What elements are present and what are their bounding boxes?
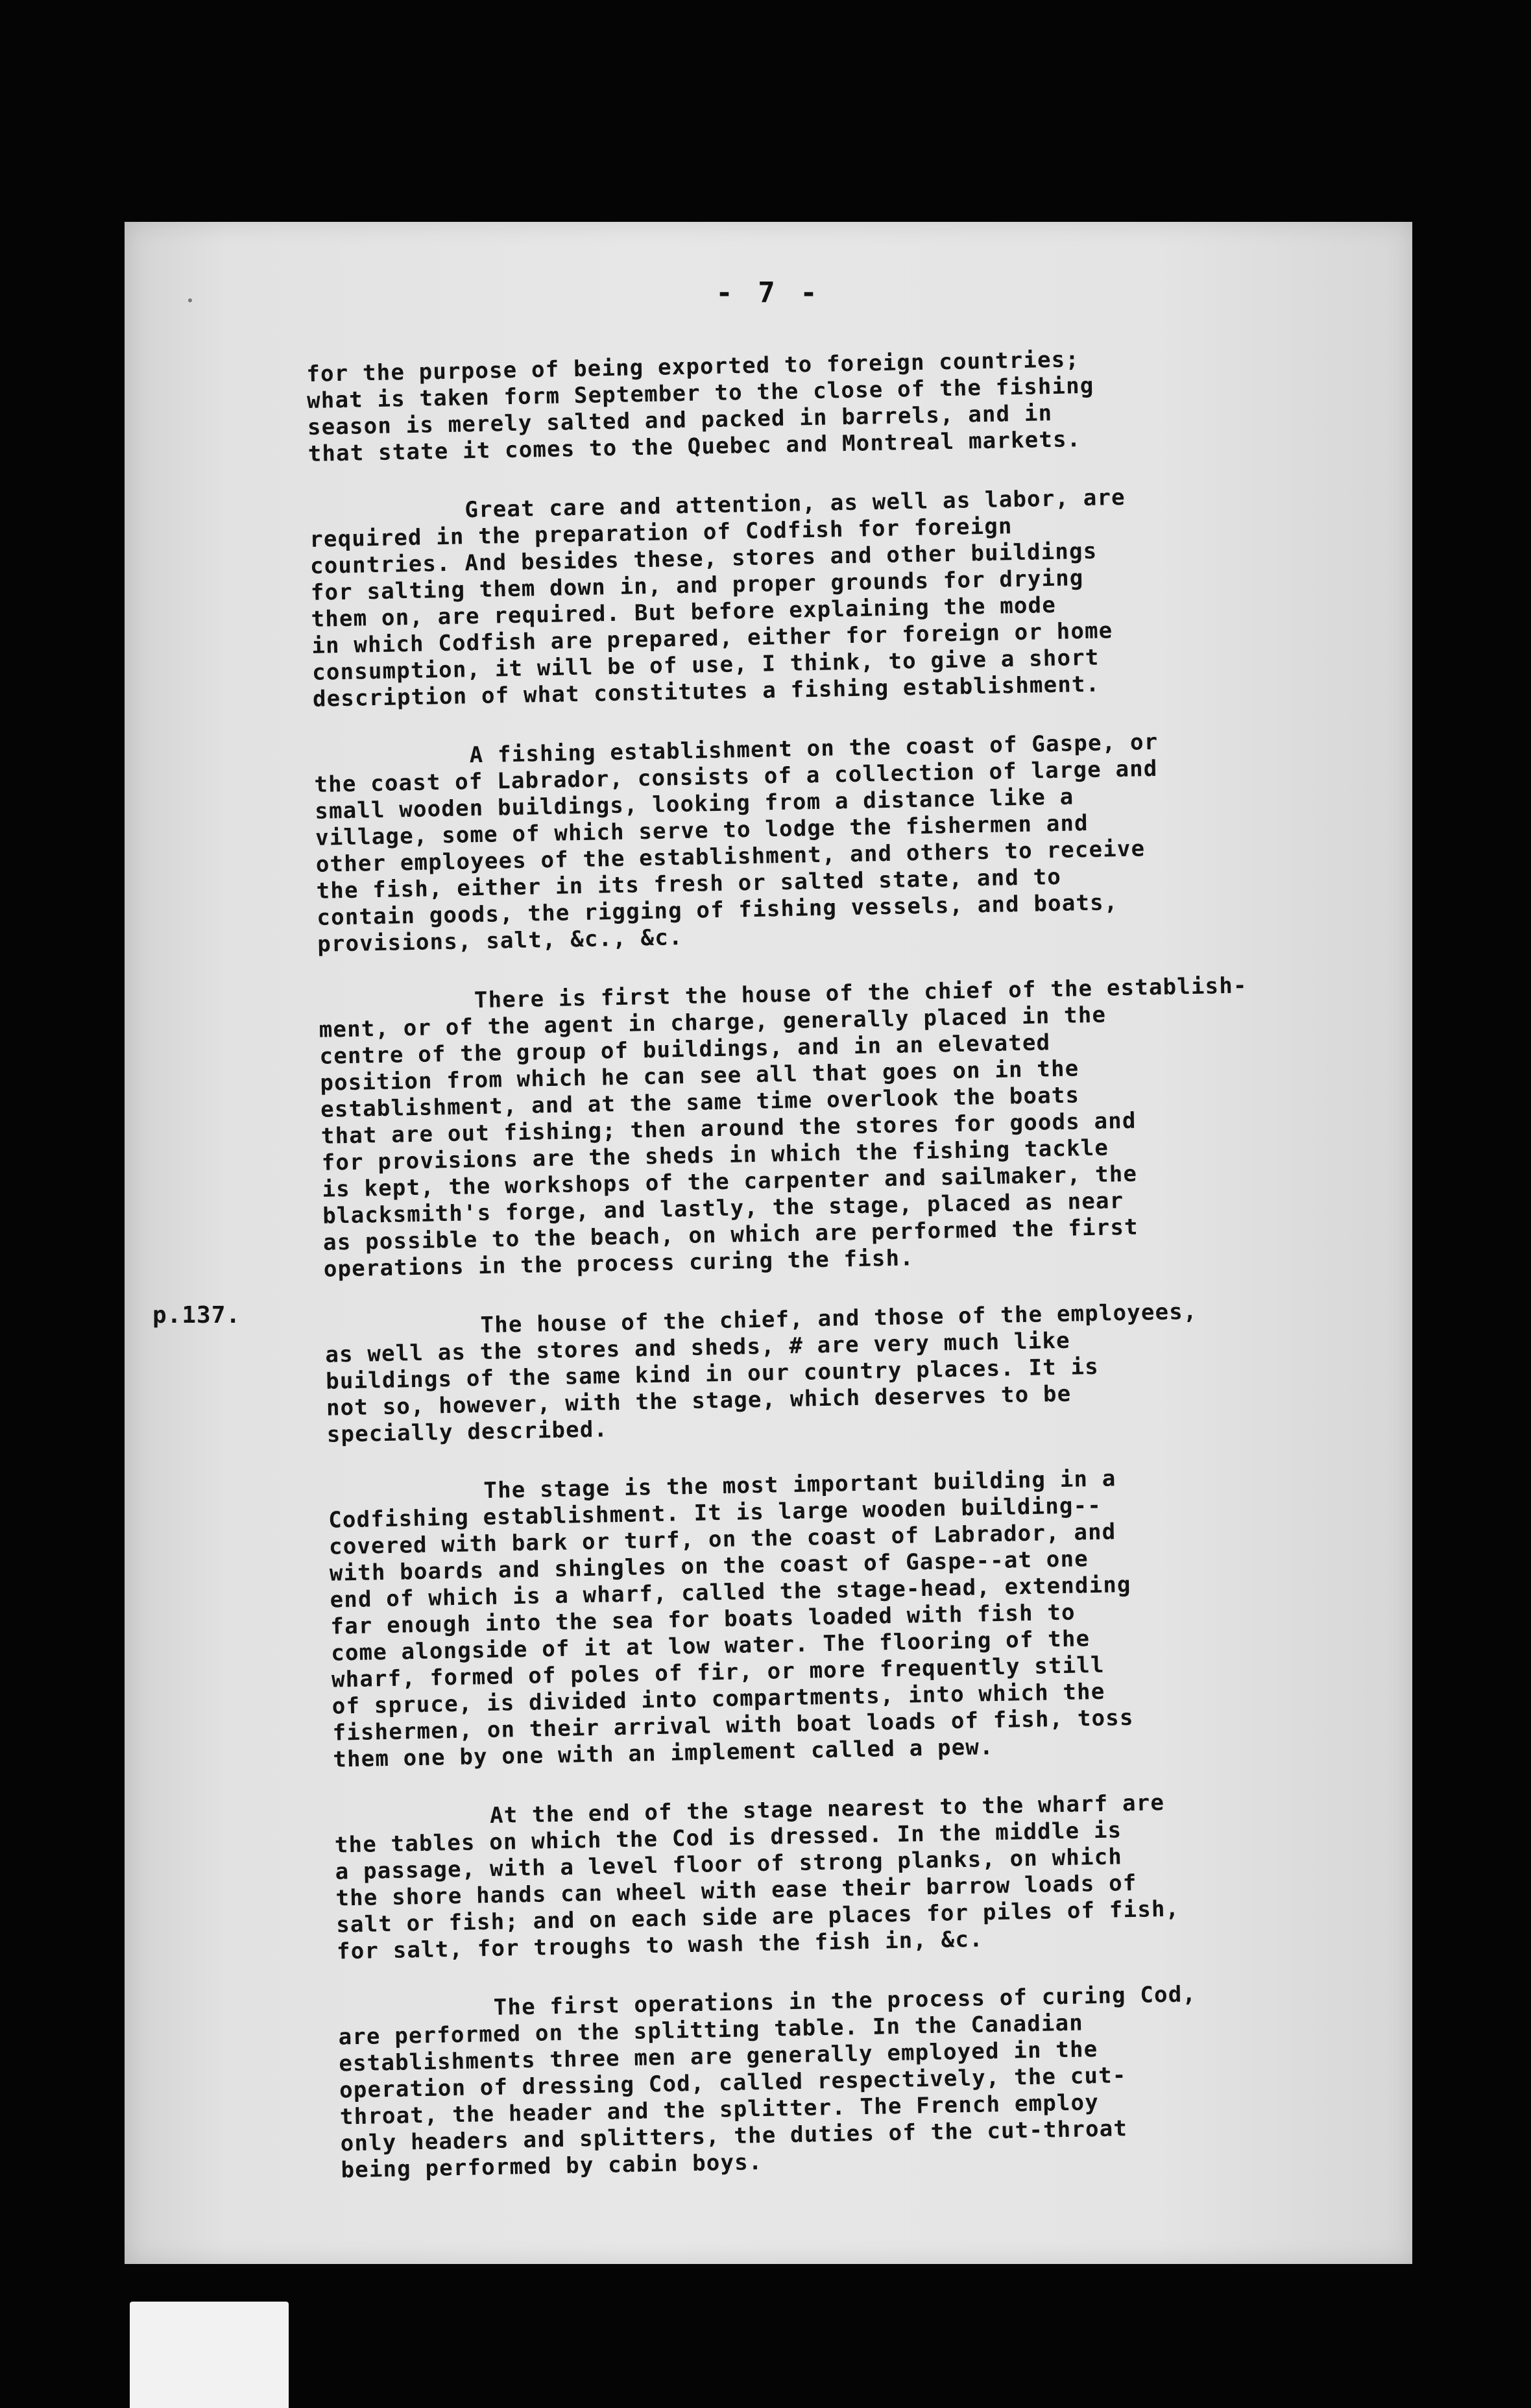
paragraph-establishment: A fishing establishment on the coast of Gaspe, or the coast of Labrador, consists of a collection of large and small wooden buildings, looking from a distance like a village, some of which serve to lodge the fishermen and other employees of the establishment, and others to receive the fish, either in its fresh or salted state, and to contain goods, the rigging of fishing vessels, and boats, provisions, salt, &c., &c. — [314, 728, 1159, 957]
film-target-stub — [130, 2302, 289, 2408]
paragraph-splitting: The first operations in the process of curing Cod, are performed on the splitting table. In the Canadian establishments three men are generally employed in the operation of dressing Cod, called respectively, the cut- throat, the header and the splitter. The French employ only headers and splitters, the duties of the cut-throat being performed by cabin boys. — [338, 1981, 1197, 2184]
paragraph-tables: At the end of the stage nearest to the wharf are the tables on which the Cod is dressed. In the middle is a passage, with a level floor of strong planks, on which the shore hands can wheel with ease their barrow loads of salt or fish; and on each side are places for piles of fish, for salt, for troughs to wash the fish in, &c. — [334, 1790, 1180, 1965]
paragraph-chief-house: There is first the house of the chief of the establish- ment, or of the agent in charge, generally placed in the centre of the group of buildings, and in an elevated position from which he can see all that goes on in the establishment, and at the same time overlook the boats that are out fishing; then around the stores for goods and for provisions are the sheds in which the fishing tackle is kept, the workshops of the carpenter and sailmaker, the blacksmith's forge, and lastly, the stage, placed as near as possible to the beach, on which are performed the first operations in the process curing the fish. — [319, 972, 1248, 1282]
paragraph-buildings: The house of the chief, and those of the employees, as well as the stores and sheds, # are very much like buildings of the same kind in our country places. It is not so, however, with the stage, which deserves to be specially described. — [325, 1298, 1198, 1448]
paragraph-stage: The stage is the most important building in a Codfishing establishment. It is large wooden building-- covered with bark or turf, on the coast of Labrador, and with boards and shingles on the coast of Gaspe--at one end of which is a wharf, called the stage-head, extending far enough into the sea for boats loaded with fish to come alongside of it at low water. The flooring of the wharf, formed of poles of fir, or more frequently still of spruce, is divided into compartments, into which the fishermen, on their arrival with boat loads of fish, toss them one by one with an implement called a pew. — [328, 1465, 1134, 1773]
body-text — [306, 343, 1328, 2217]
page-number: - 7 - — [716, 276, 821, 309]
paragraph-preparation: Great care and attention, as well as labor, are required in the preparation of Codfish for foreign countries. And besides these, stores and other buildings for salting them down in, and proper grounds for drying them on, are required. But before explaining the mode in which Codfish are prepared, either for foreign or home consumption, it will be of use, I think, to give a short description of what constitutes a fishing establishment. — [309, 484, 1126, 712]
document-page — [125, 222, 1412, 2264]
margin-page-reference: p.137. — [152, 1302, 241, 1329]
paragraph-export-season: for the purpose of being exported to foreign countries; what is taken form September to the close of the fishing season is merely salted and packed in barrels, and in that state it comes to the Quebec and Montreal markets. — [306, 346, 1094, 467]
